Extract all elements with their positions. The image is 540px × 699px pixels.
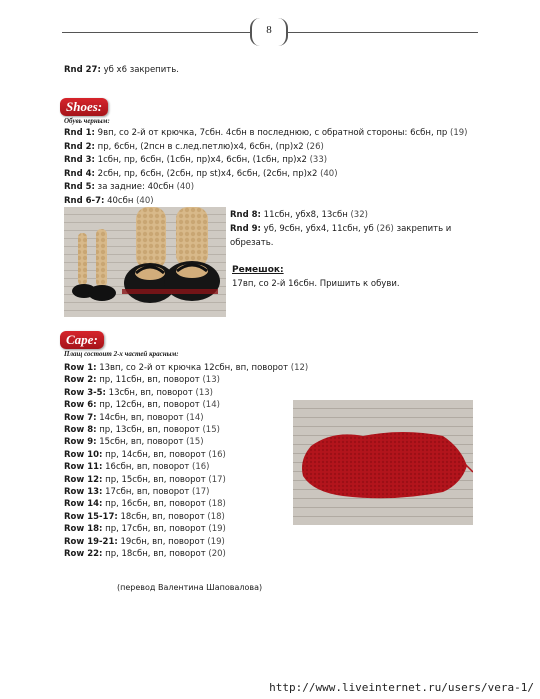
strap-title-text: Ремешок: (232, 265, 284, 275)
row-tail: закрепить и (393, 223, 452, 234)
row-count: (17) (192, 487, 210, 497)
row-count: (12) (290, 363, 309, 373)
row-count: (14) (186, 412, 204, 423)
pattern-row (64, 374, 220, 386)
row-count: (17) (208, 474, 226, 485)
row-text: 18сбн, вп, поворот (117, 511, 205, 522)
pattern-row (64, 387, 213, 399)
row-text: 9вп, со 2-й от крючка, 7сбн. 4сбн в последнюю, с обратной стороны: 6сбн, пр (94, 128, 448, 138)
row-label: Rnd 5: (64, 182, 95, 193)
row-label: Row 11: (64, 462, 103, 473)
row-text: пр, 6сбн, (2псн в с.лед.петлю)х4, 6сбн, (пр)х2 (94, 141, 304, 152)
row-text: пр, 14сбн, вп, поворот (102, 449, 206, 460)
header-rule-left (62, 32, 250, 33)
row-text: 2сбн, пр, 6сбн, (2сбн, пр st)х4, 6сбн, (2сбн, пр)х2 (94, 168, 318, 179)
cape-subtitle: Плащ состоит 2-х частей красным: (64, 350, 179, 358)
row-text: обрезать. (230, 237, 274, 248)
shoes-photo-image (64, 207, 226, 317)
row-label: Row 18: (64, 524, 103, 535)
row-count: (40) (176, 182, 195, 193)
row-count: (15) (186, 437, 204, 448)
row-text: уб, 9сбн, убх4, 11сбн, уб (260, 223, 374, 234)
row-label: Row 15-17: (64, 511, 118, 522)
row-count: (14) (202, 400, 220, 411)
row-label: Row 10: (64, 449, 103, 460)
row-label: Row 9: (64, 437, 97, 448)
row-text: 15сбн, вп, поворот (96, 437, 184, 448)
row-text: 17сбн, вп, поворот (102, 487, 190, 497)
pattern-row (64, 154, 327, 166)
pattern-row (64, 424, 220, 436)
row-label: Row 3-5: (64, 387, 106, 398)
row-label: Row 6: (64, 400, 97, 411)
row-text: за задние: 40сбн (94, 182, 174, 193)
row-text: 11сбн, убх8, 13сбн (260, 210, 348, 220)
header-rule-right (288, 32, 478, 33)
row-count: (18) (207, 511, 225, 522)
page-number: 8 (250, 18, 288, 46)
shoes-badge: Shoes: (60, 98, 108, 116)
row-text: пр, 15сбн, вп, поворот (102, 474, 206, 485)
row-count: (16) (192, 462, 210, 473)
footer-url[interactable]: http://www.liveinternet.ru/users/vera-1/ (269, 681, 534, 694)
row-count: (32) (350, 210, 368, 220)
row-label: Row 1: (64, 363, 97, 373)
pattern-row (64, 399, 220, 411)
pattern-row (64, 498, 226, 510)
pattern-row (64, 127, 467, 139)
row-count: (40) (320, 168, 338, 179)
row-label: Row 12: (64, 474, 103, 485)
row-label: Rnd 1: (64, 128, 95, 138)
row-count: (40) (136, 196, 154, 206)
row-text: 13вп, со 2-й от крючка 12сбн, вп, поворот (96, 363, 289, 373)
row-text: пр, 13сбн, вп, поворот (96, 425, 200, 435)
intro-line (64, 64, 179, 76)
pattern-row (64, 195, 154, 207)
pattern-row (64, 474, 226, 486)
pattern-row (64, 536, 225, 548)
row-label: Row 22: (64, 549, 103, 559)
row-count: (33) (309, 155, 328, 166)
row-text: 1сбн, пр, 6сбн, (1сбн, пр)х4, 6сбн, (1сбн, пр)х2 (94, 155, 307, 166)
row-label: Row 14: (64, 499, 103, 510)
pattern-row (230, 237, 273, 249)
row-label: Row 8: (64, 425, 97, 435)
pattern-row (230, 223, 451, 235)
row-label: Row 13: (64, 487, 103, 497)
pattern-row (64, 461, 209, 473)
cape-badge: Cape: (60, 331, 104, 349)
pattern-row (64, 141, 324, 153)
row-count: (19) (207, 536, 225, 547)
pattern-row (64, 486, 209, 498)
cape-photo (293, 400, 473, 525)
row-count: (18) (208, 499, 226, 510)
row-count: (26) (306, 141, 324, 152)
row-text: 13сбн, вп, поворот (105, 387, 193, 398)
row-text: пр, 12сбн, вп, поворот (96, 400, 200, 411)
row-label: Rnd 8: (230, 210, 261, 220)
cape-photo-image (293, 400, 473, 525)
pattern-row (64, 436, 204, 448)
row-label: Rnd 3: (64, 155, 95, 166)
row-text: 14сбн, вп, поворот (96, 412, 184, 423)
row-count: (26) (376, 223, 394, 234)
pattern-row (64, 168, 338, 180)
pattern-row (230, 209, 368, 221)
row-count: (20) (208, 549, 226, 559)
intro-text: уб х6 закрепить. (100, 65, 179, 75)
row-label: Row 7: (64, 412, 97, 423)
shoes-photo (64, 207, 226, 317)
row-text: 16сбн, вп, поворот (102, 462, 190, 473)
pattern-row (64, 449, 226, 461)
row-text: пр, 17сбн, вп, поворот (102, 524, 206, 535)
row-text: пр, 11сбн, вп, поворот (96, 375, 200, 386)
row-label: Row 2: (64, 375, 97, 386)
pattern-row (64, 548, 226, 560)
row-count: (15) (202, 425, 220, 435)
row-text: 19сбн, вп, поворот (117, 536, 205, 547)
row-label: Rnd 9: (230, 223, 261, 234)
row-count: (19) (450, 128, 468, 138)
row-text: пр, 18сбн, вп, поворот (102, 549, 206, 559)
row-count: (13) (195, 387, 213, 398)
intro-label: Rnd 27: (64, 65, 101, 75)
translation-credit: (перевод Валентина Шаповалова) (117, 583, 263, 592)
pattern-row (64, 362, 308, 374)
row-text: пр, 16сбн, вп, поворот (102, 499, 206, 510)
strap-text: 17вп, со 2-й 16сбн. Пришить к обуви. (232, 279, 400, 289)
row-count: (16) (208, 449, 226, 460)
pattern-row (64, 181, 194, 193)
row-count: (13) (202, 375, 220, 386)
pattern-row (64, 523, 226, 535)
pattern-row (64, 511, 225, 523)
row-text: 40сбн (104, 196, 134, 206)
row-label: Rnd 4: (64, 168, 95, 179)
row-label: Row 19-21: (64, 536, 118, 547)
shoes-subtitle: Обувь черным: (64, 117, 110, 125)
row-label: Rnd 2: (64, 141, 95, 152)
row-count: (19) (208, 524, 226, 535)
strap-title (232, 264, 284, 276)
pattern-row (64, 412, 204, 424)
row-label: Rnd 6-7: (64, 196, 105, 206)
